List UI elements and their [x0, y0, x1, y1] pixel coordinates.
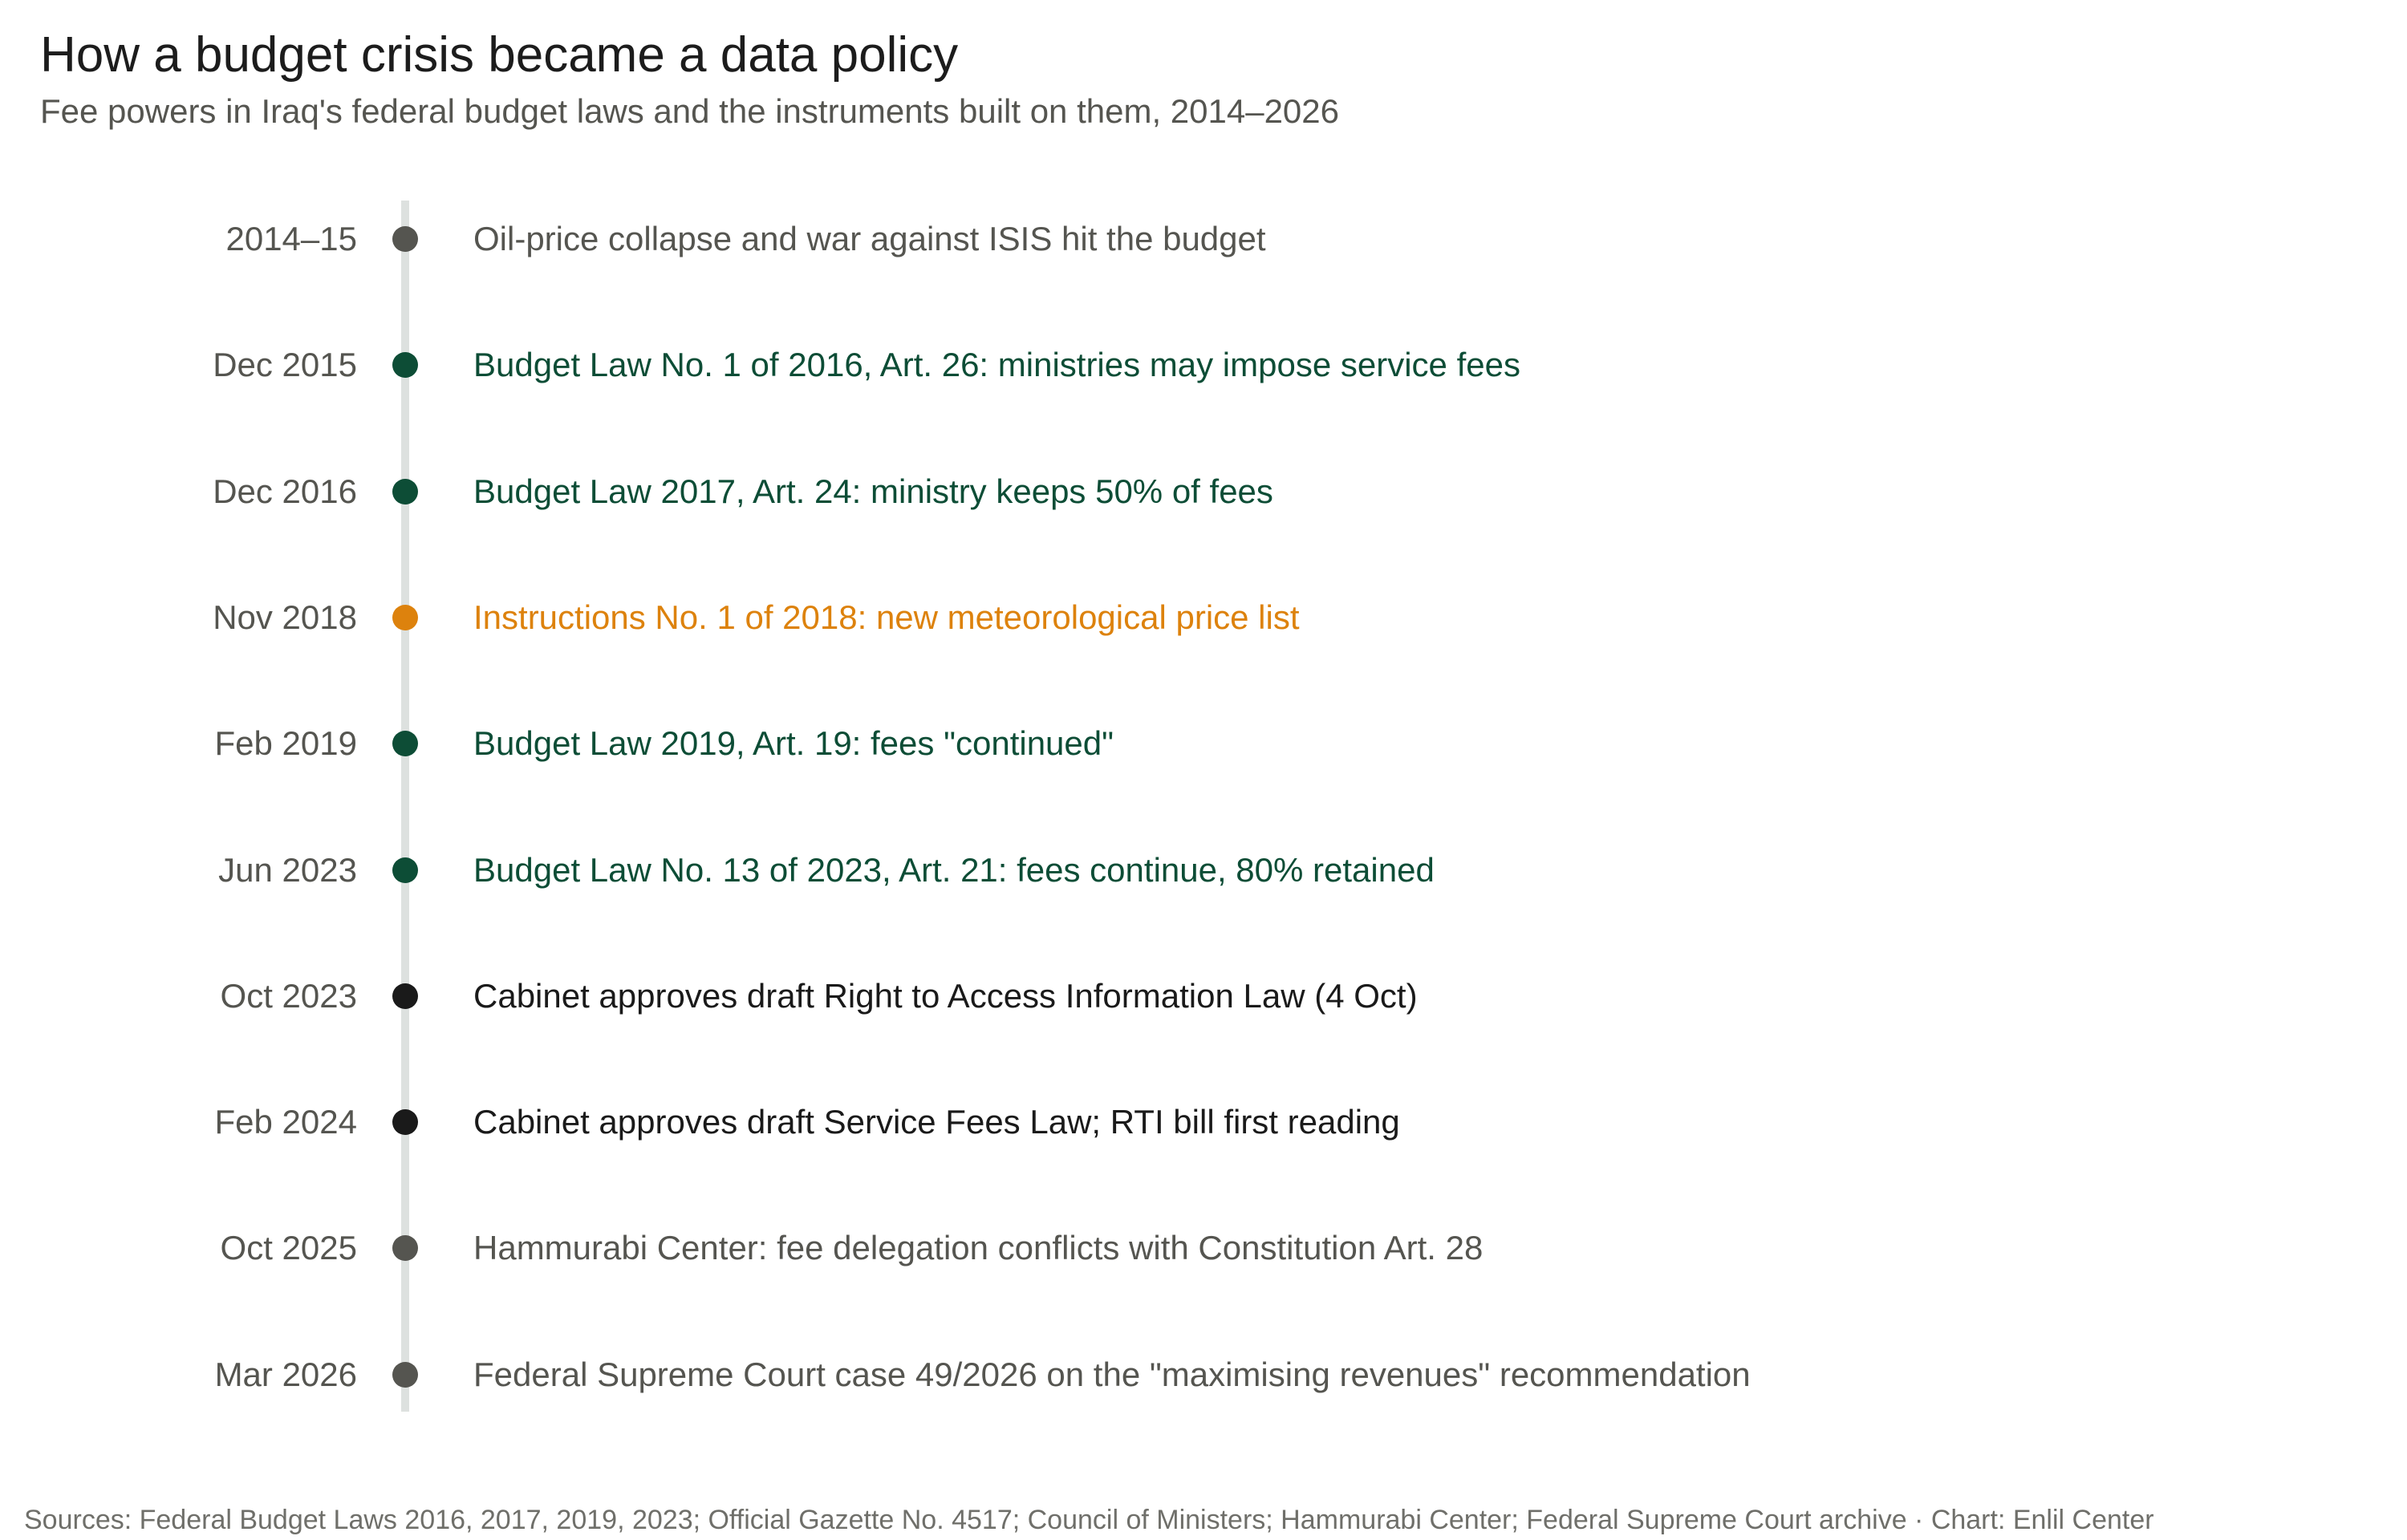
timeline-event: [0, 711, 2407, 776]
event-date: 2014–15: [225, 220, 357, 257]
event-description: Budget Law 2019, Art. 19: fees "continued": [473, 724, 1114, 763]
event-date: Mar 2026: [214, 1355, 357, 1393]
event-date: Nov 2018: [213, 598, 357, 636]
timeline-event: [0, 1090, 2407, 1154]
timeline-event: [0, 460, 2407, 524]
event-date: Feb 2024: [214, 1103, 357, 1141]
chart-title: How a budget crisis became a data policy: [40, 27, 959, 83]
event-marker-dot: [392, 226, 418, 252]
event-description: Cabinet approves draft Right to Access Information Law (4 Oct): [473, 976, 1418, 1015]
event-description: Budget Law 2017, Art. 24: ministry keeps 50% of fees: [473, 472, 1273, 510]
timeline-event: [0, 838, 2407, 902]
event-marker-dot: [392, 731, 418, 756]
timeline-event: [0, 586, 2407, 650]
timeline-event: [0, 964, 2407, 1028]
event-date: Jun 2023: [218, 850, 357, 889]
event-marker-dot: [392, 605, 418, 630]
event-marker-dot: [392, 1235, 418, 1261]
event-date: Oct 2025: [220, 1229, 357, 1267]
event-marker-dot: [392, 983, 418, 1009]
event-date: Oct 2023: [220, 976, 357, 1015]
event-marker-dot: [392, 1109, 418, 1135]
timeline-event: [0, 207, 2407, 271]
event-marker-dot: [392, 1362, 418, 1388]
event-description: Budget Law No. 1 of 2016, Art. 26: ministries may impose service fees: [473, 346, 1520, 384]
event-marker-dot: [392, 479, 418, 505]
event-date: Feb 2019: [214, 724, 357, 763]
source-note: Sources: Federal Budget Laws 2016, 2017, 2019, 2023; Official Gazette No. 4517; Council of Ministers; Hammurabi Center; Federal Supreme Court archive · Chart: Enlil Center: [24, 1505, 2154, 1535]
event-description: Instructions No. 1 of 2018: new meteorological price list: [473, 598, 1300, 636]
timeline-event: [0, 1216, 2407, 1280]
event-description: Budget Law No. 13 of 2023, Art. 21: fees continue, 80% retained: [473, 850, 1435, 889]
timeline-event: [0, 1343, 2407, 1407]
event-date: Dec 2016: [213, 472, 357, 510]
event-description: Federal Supreme Court case 49/2026 on the "maximising revenues" recommendation: [473, 1355, 1751, 1393]
event-date: Dec 2015: [213, 346, 357, 384]
timeline-event: [0, 333, 2407, 397]
event-marker-dot: [392, 857, 418, 883]
event-description: Oil-price collapse and war against ISIS hit the budget: [473, 220, 1266, 257]
chart-subtitle: Fee powers in Iraq's federal budget laws and the instruments built on them, 2014–2026: [40, 92, 1340, 130]
event-marker-dot: [392, 352, 418, 378]
event-description: Cabinet approves draft Service Fees Law; RTI bill first reading: [473, 1103, 1400, 1141]
event-description: Hammurabi Center: fee delegation conflicts with Constitution Art. 28: [473, 1229, 1484, 1267]
